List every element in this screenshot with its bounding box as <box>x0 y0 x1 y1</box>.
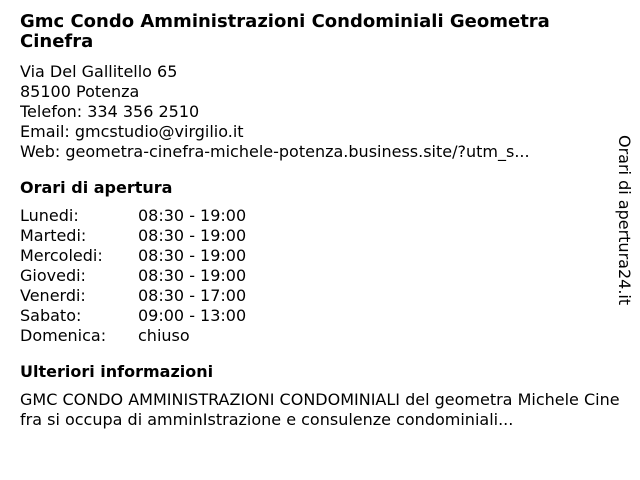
day-label: Giovedi: <box>20 266 86 285</box>
hours-row-monday <box>20 206 615 226</box>
time-value: 08:30 - 19:00 <box>138 266 247 285</box>
hours-table <box>20 206 615 346</box>
day-label: Lunedi: <box>20 206 79 225</box>
business-name: Gmc Condo Amministrazioni Condominiali Geometra Cinefra <box>20 11 550 52</box>
hours-row-friday <box>20 286 615 306</box>
time-value: 08:30 - 19:00 <box>138 206 247 225</box>
day-label: Sabato: <box>20 306 82 325</box>
day-label: Mercoledi: <box>20 246 103 265</box>
hours-row-sunday <box>20 326 615 346</box>
hours-row-wednesday <box>20 246 615 266</box>
brand-watermark: Orari di apertura24.it <box>615 135 634 306</box>
email: Email: gmcstudio@virgilio.it <box>20 122 244 141</box>
time-value: 08:30 - 17:00 <box>138 286 247 305</box>
hours-row-tuesday <box>20 226 615 246</box>
hours-heading: Orari di apertura <box>20 178 173 197</box>
business-card <box>20 11 620 430</box>
hours-row-saturday <box>20 306 615 326</box>
info-text: GMC CONDO AMMINISTRAZIONI CONDOMINIALI del geometra Michele Cinefra si occupa di amminIstrazione e consulenze condominiali... <box>20 390 620 429</box>
day-label: Venerdi: <box>20 286 86 305</box>
day-label: Domenica: <box>20 326 107 345</box>
address-street: Via Del Gallitello 65 <box>20 62 178 81</box>
info-heading: Ulteriori informazioni <box>20 362 214 381</box>
time-value: chiuso <box>138 326 190 345</box>
time-value: 09:00 - 13:00 <box>138 306 247 325</box>
address-city: 85100 Potenza <box>20 82 140 101</box>
hours-row-thursday <box>20 266 615 286</box>
day-label: Martedi: <box>20 226 87 245</box>
website: Web: geometra-cinefra-michele-potenza.business.site/?utm_s... <box>20 142 530 161</box>
time-value: 08:30 - 19:00 <box>138 226 247 245</box>
phone: Telefon: 334 356 2510 <box>20 102 200 121</box>
time-value: 08:30 - 19:00 <box>138 246 247 265</box>
